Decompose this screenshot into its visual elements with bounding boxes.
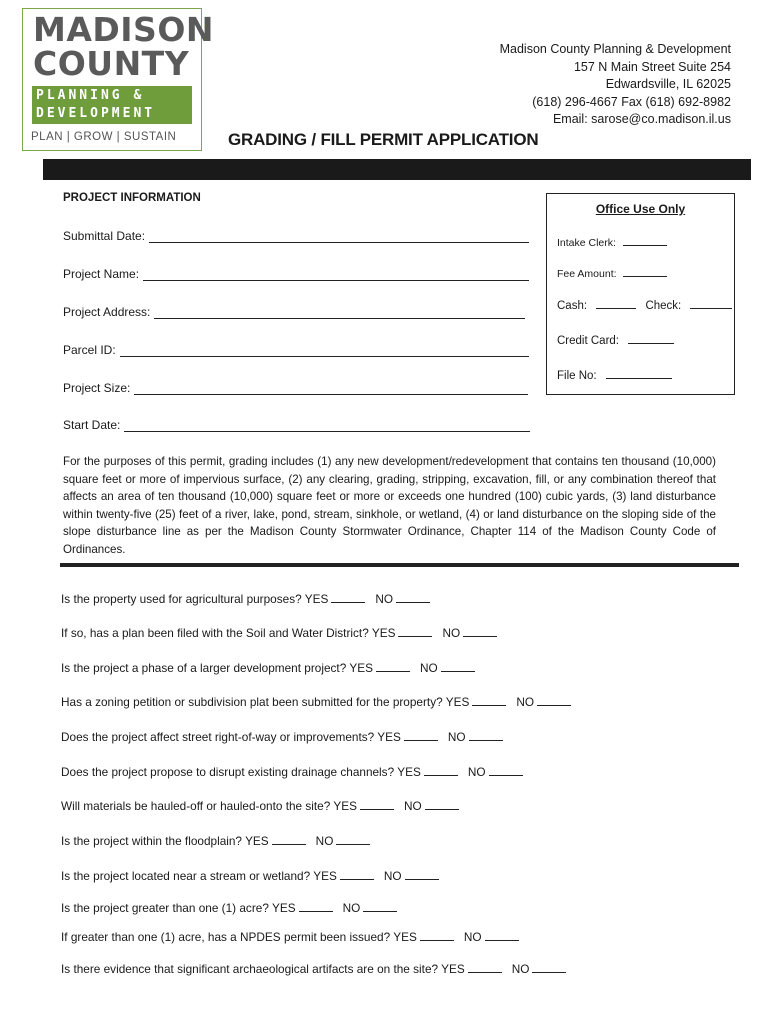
question-row (61, 799, 459, 813)
question-row (61, 695, 571, 709)
yes-answer-blank[interactable] (398, 626, 432, 637)
question-text: Has a zoning petition or subdivision plat been submitted for the property? (61, 695, 446, 709)
no-answer-blank[interactable] (425, 799, 459, 810)
question-text: Will materials be hauled-off or hauled-onto the site? (61, 799, 334, 813)
street-address: 157 N Main Street Suite 254 (573, 59, 731, 74)
no-label: NO (463, 930, 482, 944)
madison-county-logo (22, 8, 214, 151)
yes-label: YES (271, 901, 296, 915)
question-row (61, 869, 439, 883)
yes-label: YES (441, 962, 465, 976)
cash-input[interactable] (596, 297, 636, 309)
logo-band (32, 86, 192, 124)
question-text: Is the project located near a stream or wetland? (61, 869, 314, 883)
file-no-label: File No: (557, 370, 597, 382)
submittal-date-field[interactable] (63, 229, 529, 243)
document-title: GRADING / FILL PERMIT APPLICATION (228, 130, 539, 149)
no-label: NO (447, 730, 466, 744)
no-answer-blank[interactable] (489, 765, 523, 776)
header-bar (43, 159, 751, 180)
no-label: NO (403, 799, 422, 813)
submittal-date-input[interactable] (149, 230, 529, 243)
section-divider (60, 563, 739, 567)
yes-answer-blank[interactable] (299, 901, 333, 912)
no-label: NO (419, 661, 438, 675)
question-row (61, 930, 519, 944)
field-label: Submittal Date: (63, 229, 146, 243)
fee-amount-input[interactable] (623, 265, 667, 277)
credit-card-input[interactable] (628, 332, 674, 344)
parcel-id-input[interactable] (120, 344, 529, 357)
question-text: Is the project greater than one (1) acre? (61, 901, 272, 915)
no-label: NO (467, 765, 486, 779)
no-answer-blank[interactable] (469, 730, 503, 741)
phone-fax: (618) 296-4667 Fax (618) 692-8982 (532, 94, 731, 109)
logo-tagline: PLAN | GROW | SUSTAIN (31, 131, 177, 143)
cash-label: Cash: (557, 300, 588, 312)
field-label: Project Address: (63, 305, 151, 319)
field-label: Start Date: (63, 418, 121, 432)
start-date-field[interactable] (63, 418, 530, 432)
logo-text-county: COUNTY (33, 44, 190, 83)
yes-answer-blank[interactable] (331, 592, 365, 603)
question-row (61, 901, 397, 915)
yes-label: YES (349, 661, 373, 675)
yes-label: YES (245, 834, 269, 848)
logo-text-madison: MADISON (33, 10, 214, 49)
question-text: If so, has a plan been filed with the Soil and Water District? (61, 626, 372, 640)
fee-amount-field[interactable] (557, 265, 667, 280)
yes-label: YES (393, 930, 417, 944)
no-answer-blank[interactable] (396, 592, 430, 603)
cash-check-field[interactable] (557, 297, 732, 312)
parcel-id-field[interactable] (63, 343, 529, 357)
address-block (500, 41, 731, 129)
question-row (61, 626, 497, 640)
logo-band-line1: PLANNING & (36, 88, 145, 103)
office-use-title: Office Use Only (595, 202, 686, 216)
yes-label: YES (397, 765, 421, 779)
city-state-zip: Edwardsville, IL 62025 (605, 77, 731, 91)
fee-amount-label: Fee Amount: (557, 268, 617, 280)
check-label: Check: (645, 300, 682, 312)
question-text: Is the project within the floodplain? (61, 834, 246, 848)
intake-clerk-label: Intake Clerk: (557, 237, 616, 249)
field-label: Project Name: (63, 267, 140, 281)
project-address-field[interactable] (63, 305, 525, 319)
project-size-input[interactable] (134, 382, 528, 395)
credit-card-label: Credit Card: (557, 335, 619, 347)
start-date-input[interactable] (124, 419, 530, 432)
logo-band-line2: DEVELOPMENT (36, 106, 156, 121)
no-label: NO (511, 962, 530, 976)
field-label: Parcel ID: (63, 343, 116, 357)
yes-label: YES (333, 799, 357, 813)
yes-label: YES (371, 626, 396, 640)
email-line: Email: sarose@co.madison.il.us (552, 112, 731, 126)
yes-answer-blank[interactable] (404, 730, 438, 741)
no-label: NO (375, 592, 394, 606)
no-label: NO (516, 695, 535, 709)
check-input[interactable] (690, 297, 732, 309)
file-no-field[interactable] (557, 367, 672, 382)
question-row (61, 730, 503, 744)
yes-answer-blank[interactable] (472, 695, 506, 706)
office-use-box (546, 193, 735, 395)
question-row (61, 962, 566, 976)
no-label: NO (383, 869, 402, 883)
no-answer-blank[interactable] (363, 901, 397, 912)
yes-answer-blank[interactable] (376, 661, 410, 672)
credit-card-field[interactable] (557, 332, 674, 347)
yes-answer-blank[interactable] (360, 799, 394, 810)
no-label: NO (315, 834, 334, 848)
question-text: Is the project a phase of a larger development project? (61, 661, 350, 675)
question-text: Is the property used for agricultural purposes? (61, 592, 305, 606)
project-size-field[interactable] (63, 381, 528, 395)
org-name: Madison County Planning & Development (499, 42, 731, 56)
yes-label: YES (445, 695, 470, 709)
no-answer-blank[interactable] (463, 626, 497, 637)
project-info-heading: PROJECT INFORMATION (63, 192, 201, 204)
field-label: Project Size: (63, 381, 131, 395)
question-text: Does the project affect street right-of-way or improvements? (61, 730, 378, 744)
yes-answer-blank[interactable] (424, 765, 458, 776)
yes-label: YES (304, 592, 329, 606)
question-row (61, 834, 370, 848)
question-text: If greater than one (1) acre, has a NPDES permit been issued? (61, 930, 394, 944)
yes-answer-blank[interactable] (468, 962, 502, 973)
yes-label: YES (377, 730, 401, 744)
project-name-input[interactable] (143, 268, 529, 281)
project-name-field[interactable] (63, 267, 529, 281)
yes-label: YES (313, 869, 337, 883)
question-text: Does the project propose to disrupt existing drainage channels? (61, 765, 398, 779)
question-row (61, 661, 475, 675)
question-row (61, 765, 523, 779)
yes-answer-blank[interactable] (340, 869, 374, 880)
question-text: Is there evidence that significant archaeological artifacts are on the site? (61, 962, 442, 976)
file-no-input[interactable] (606, 367, 672, 379)
yes-answer-blank[interactable] (420, 930, 454, 941)
no-answer-blank[interactable] (405, 869, 439, 880)
no-answer-blank[interactable] (532, 962, 566, 973)
no-answer-blank[interactable] (336, 834, 370, 845)
no-label: NO (342, 901, 361, 915)
no-label: NO (442, 626, 461, 640)
no-answer-blank[interactable] (485, 930, 519, 941)
grading-definition-paragraph: For the purposes of this permit, grading includes (1) any new development/redevelopment that contains ten thousand (10,000) square feet or more of impervious surface, (2) any clearing, grading, stripping, excavation, fill, or any combination thereof that affects an area of ten thousand (10,000) square feet or more or exceeds one hundred (100) cubic yards, (3) land disturbance within twenty-five (25) feet of a river, lake, pond, stream, sinkhole, or wetland, (4) or land disturbance on the sloping side of the slope disturbance line as per the Madison County Stormwater Ordinance, Chapter 114 of the Madison County Code of Ordinances. (63, 455, 716, 556)
intake-clerk-field[interactable] (557, 234, 667, 249)
question-row (61, 592, 430, 606)
no-answer-blank[interactable] (537, 695, 571, 706)
no-answer-blank[interactable] (441, 661, 475, 672)
intake-clerk-input[interactable] (623, 234, 667, 246)
yes-answer-blank[interactable] (272, 834, 306, 845)
project-address-input[interactable] (154, 306, 525, 319)
